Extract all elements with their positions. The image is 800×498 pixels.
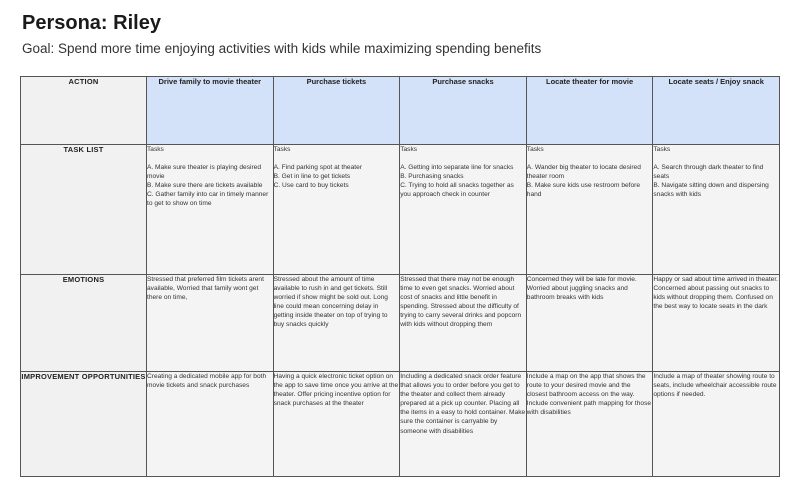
task-cell-5 [653, 145, 780, 275]
task-item: A. Getting into separate line for snacks [400, 164, 514, 172]
improvement-cell-1: Creating a dedicated mobile app for both movie tickets and snack purchases [147, 372, 274, 477]
task-list-row-label: TASK LIST [21, 145, 147, 275]
task-item: B. Make sure kids use restroom before hand [526, 182, 641, 199]
emotion-cell-2: Stressed about the amount of time available to rush in and get tickets. Still worried if show might be sold out. Long line could mean concerning delay in getting inside theater on top of trying to buy snacks quickly [273, 275, 400, 372]
task-item: B. Get in line to get tickets [273, 173, 351, 181]
task-item: A. Make sure theater is playing desired movie [147, 164, 261, 181]
emotions-row-label: EMOTIONS [21, 275, 147, 372]
task-item: C. Trying to hold all snacks together as you approach check in counter [400, 182, 514, 199]
task-item: A. Search through dark theater to find seats [653, 164, 764, 181]
improvement-cell-5: Include a map of theater showing route to seats, include wheelchair accessible route options if needed. [653, 372, 780, 477]
tasks-heading: Tasks [400, 146, 418, 153]
task-item: A. Wander big theater to locate desired theater room [526, 164, 641, 181]
task-item: C. Use card to buy tickets [273, 182, 349, 190]
improvements-row-label: IMPROVEMENT OPPORTUNITIES [21, 372, 147, 477]
emotions-row [21, 275, 780, 372]
emotion-cell-4: Concerned they will be late for movie. Worried about juggling snacks and bathroom breaks with kids [526, 275, 653, 372]
improvement-cell-3: Including a dedicated snack order feature that allows you to order before you get to the theater and collect them already prepared at a pick up counter. Placing all the items in a easy to hold container. Make sure the container is carryable by someone with disabilities [400, 372, 527, 477]
task-item: B. Purchasing snacks [400, 173, 464, 181]
emotion-cell-1: Stressed that preferred film tickets arent available, Worried that family wont get there on time, [147, 275, 274, 372]
improvement-cell-2: Having a quick electronic ticket option on the app to save time once you arrive at the theater. Offer pricing incentive option for snack purchases at the theater [273, 372, 400, 477]
action-row [21, 77, 780, 145]
task-item: B. Navigate sitting down and dispersing snacks with kids [653, 182, 769, 199]
tasks-heading: Tasks [526, 146, 544, 153]
stage-header-4: Locate theater for movie [526, 77, 653, 145]
persona-title: Persona: Riley [22, 12, 161, 34]
emotion-cell-5: Happy or sad about time arrived in theater. Concerned about passing out snacks to kids without dropping them. Confused on the best way to locate seats in the dark [653, 275, 780, 372]
emotion-cell-3: Stressed that there may not be enough time to even get snacks. Worried about cost of snacks and little benefit in spending. Stressed about the difficulty of trying to carry several drinks and popcorn with kids without dropping them [400, 275, 527, 372]
task-list-row [21, 145, 780, 275]
task-cell-2 [273, 145, 400, 275]
task-cell-3 [400, 145, 527, 275]
improvements-row [21, 372, 780, 477]
tasks-heading: Tasks [273, 146, 291, 153]
stage-header-2: Purchase tickets [273, 77, 400, 145]
task-cell-1 [147, 145, 274, 275]
task-cell-4 [526, 145, 653, 275]
task-item: C. Gather family into car in timely manner to get to show on time [147, 191, 269, 208]
tasks-heading: Tasks [147, 146, 164, 153]
task-item: B. Make sure there are tickets available [147, 182, 263, 190]
improvement-cell-4: Include a map on the app that shows the route to your desired movie and the closest bathroom access on the way. Include convenient path mapping for those with disabilities [526, 372, 653, 477]
persona-goal: Goal: Spend more time enjoying activities with kids while maximizing spending benefits [22, 41, 542, 56]
stage-header-5: Locate seats / Enjoy snack [653, 77, 780, 145]
stage-header-3: Purchase snacks [400, 77, 527, 145]
tasks-heading: Tasks [653, 146, 671, 153]
stage-header-1: Drive family to movie theater [147, 77, 274, 145]
action-row-label: ACTION [21, 77, 147, 145]
task-item: A. Find parking spot at theater [273, 164, 362, 172]
journey-map-table [20, 76, 780, 477]
